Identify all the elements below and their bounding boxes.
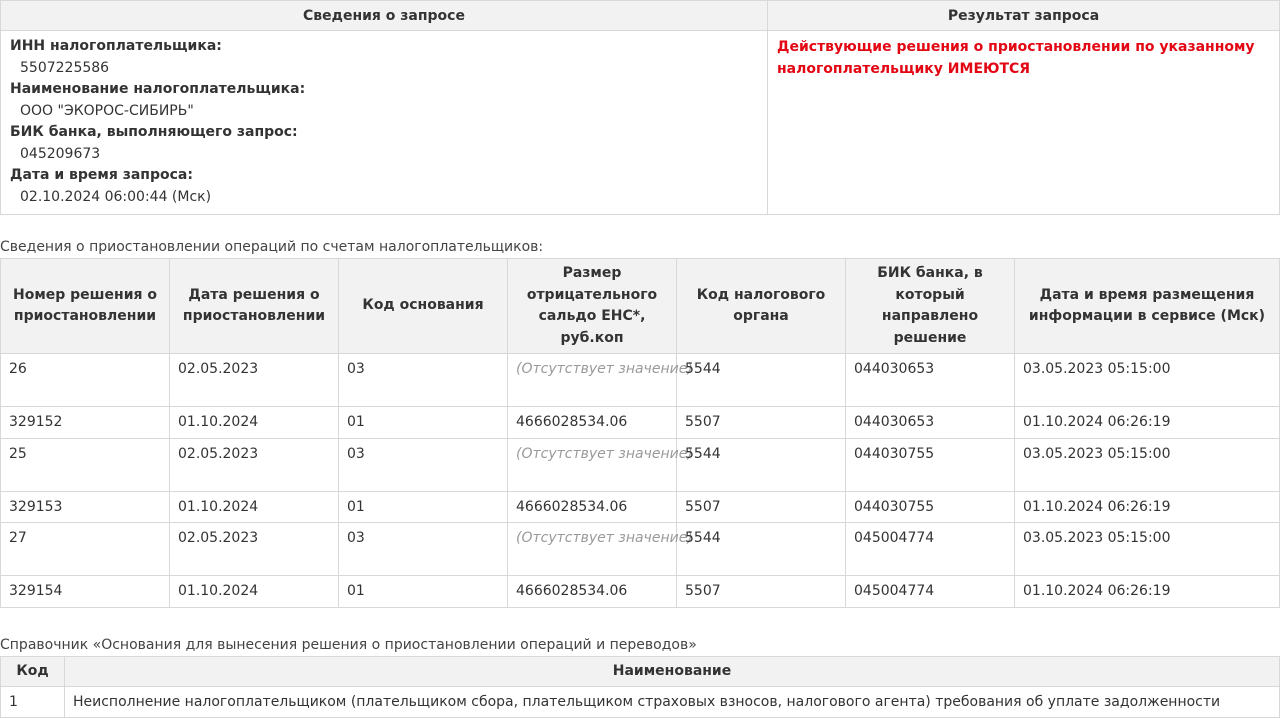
tax-authority-code: 5544 — [677, 438, 846, 491]
decision-number: 329152 — [1, 407, 170, 439]
table-row — [1, 686, 1280, 717]
request-info-cell — [1, 31, 768, 215]
decision-number: 25 — [1, 438, 170, 491]
posted-datetime: 03.05.2023 05:15:00 — [1015, 438, 1280, 491]
negative-balance: (Отсутствует значение) — [508, 354, 677, 407]
suspensions-table — [0, 258, 1280, 608]
request-info-table — [0, 0, 1280, 215]
col-negative-balance: Размер отрицательного сальдо ЕНС*, руб.коп — [508, 259, 677, 354]
request-result-cell — [768, 31, 1280, 215]
bank-bik: 045004774 — [846, 523, 1015, 576]
negative-balance: 4666028534.06 — [508, 576, 677, 608]
taxpayer-name-label: Наименование налогоплательщика: — [10, 81, 306, 97]
reason-code: 03 — [339, 523, 508, 576]
tax-authority-code: 5544 — [677, 523, 846, 576]
negative-balance: (Отсутствует значение) — [508, 438, 677, 491]
col-decision-number: Номер решения о приостановлении — [1, 259, 170, 354]
reference-code: 1 — [1, 686, 65, 717]
taxpayer-name-value: ООО "ЭКОРОС-СИБИРЬ" — [20, 102, 194, 119]
negative-balance: (Отсутствует значение) — [508, 523, 677, 576]
tax-authority-code: 5544 — [677, 354, 846, 407]
decision-number: 329153 — [1, 491, 170, 523]
decision-number: 26 — [1, 354, 170, 407]
decision-date: 01.10.2024 — [170, 576, 339, 608]
table-row — [1, 523, 1280, 576]
bank-bik: 045004774 — [846, 576, 1015, 608]
bank-bik: 044030653 — [846, 407, 1015, 439]
negative-balance: 4666028534.06 — [508, 491, 677, 523]
request-info-header: Сведения о запросе — [1, 1, 768, 31]
inn-value: 5507225586 — [20, 59, 110, 76]
tax-authority-code: 5507 — [677, 407, 846, 439]
col-reason-code: Код основания — [339, 259, 508, 354]
col-posted-datetime: Дата и время размещения информации в сервисе (Мск) — [1015, 259, 1280, 354]
bank-bik: 044030755 — [846, 438, 1015, 491]
reason-code: 01 — [339, 576, 508, 608]
posted-datetime: 03.05.2023 05:15:00 — [1015, 354, 1280, 407]
bank-bik-label: БИК банка, выполняющего запрос: — [10, 124, 298, 140]
table-row — [1, 491, 1280, 523]
tax-authority-code: 5507 — [677, 491, 846, 523]
table-row — [1, 438, 1280, 491]
table-row — [1, 407, 1280, 439]
decision-date: 02.05.2023 — [170, 354, 339, 407]
decision-number: 329154 — [1, 576, 170, 608]
reference-caption: Справочник «Основания для вынесения решения о приостановлении операций и переводов» — [0, 636, 697, 653]
inn-label: ИНН налогоплательщика: — [10, 38, 222, 54]
bank-bik: 044030653 — [846, 354, 1015, 407]
request-datetime-label: Дата и время запроса: — [10, 167, 193, 183]
reason-code: 03 — [339, 438, 508, 491]
bank-bik-value: 045209673 — [20, 145, 101, 162]
decision-date: 02.05.2023 — [170, 523, 339, 576]
table-row — [1, 354, 1280, 407]
request-datetime-value: 02.10.2024 06:00:44 (Мск) — [20, 188, 212, 205]
reason-code: 01 — [339, 491, 508, 523]
posted-datetime: 01.10.2024 06:26:19 — [1015, 491, 1280, 523]
posted-datetime: 03.05.2023 05:15:00 — [1015, 523, 1280, 576]
negative-balance: 4666028534.06 — [508, 407, 677, 439]
decision-date: 02.05.2023 — [170, 438, 339, 491]
col-code: Код — [1, 656, 65, 686]
bank-bik: 044030755 — [846, 491, 1015, 523]
tax-authority-code: 5507 — [677, 576, 846, 608]
table-row — [1, 576, 1280, 608]
suspensions-caption: Сведения о приостановлении операций по счетам налогоплательщиков: — [0, 239, 544, 255]
decision-date: 01.10.2024 — [170, 407, 339, 439]
col-tax-authority-code: Код налогового органа — [677, 259, 846, 354]
decision-date: 01.10.2024 — [170, 491, 339, 523]
col-name: Наименование — [65, 656, 1280, 686]
decision-number: 27 — [1, 523, 170, 576]
col-decision-date: Дата решения о приостановлении — [170, 259, 339, 354]
reference-name: Неисполнение налогоплательщиком (плательщиком сбора, плательщиком страховых взносов, налогового агента) требования об уплате задолженности — [65, 686, 1280, 717]
reason-code: 03 — [339, 354, 508, 407]
request-result-text: Действующие решения о приостановлении по указанному налогоплательщику ИМЕЮТСЯ — [777, 39, 1255, 77]
reference-table — [0, 656, 1280, 718]
col-bank-bik: БИК банка, в который направлено решение — [846, 259, 1015, 354]
posted-datetime: 01.10.2024 06:26:19 — [1015, 576, 1280, 608]
request-result-header: Результат запроса — [768, 1, 1280, 31]
posted-datetime: 01.10.2024 06:26:19 — [1015, 407, 1280, 439]
reason-code: 01 — [339, 407, 508, 439]
